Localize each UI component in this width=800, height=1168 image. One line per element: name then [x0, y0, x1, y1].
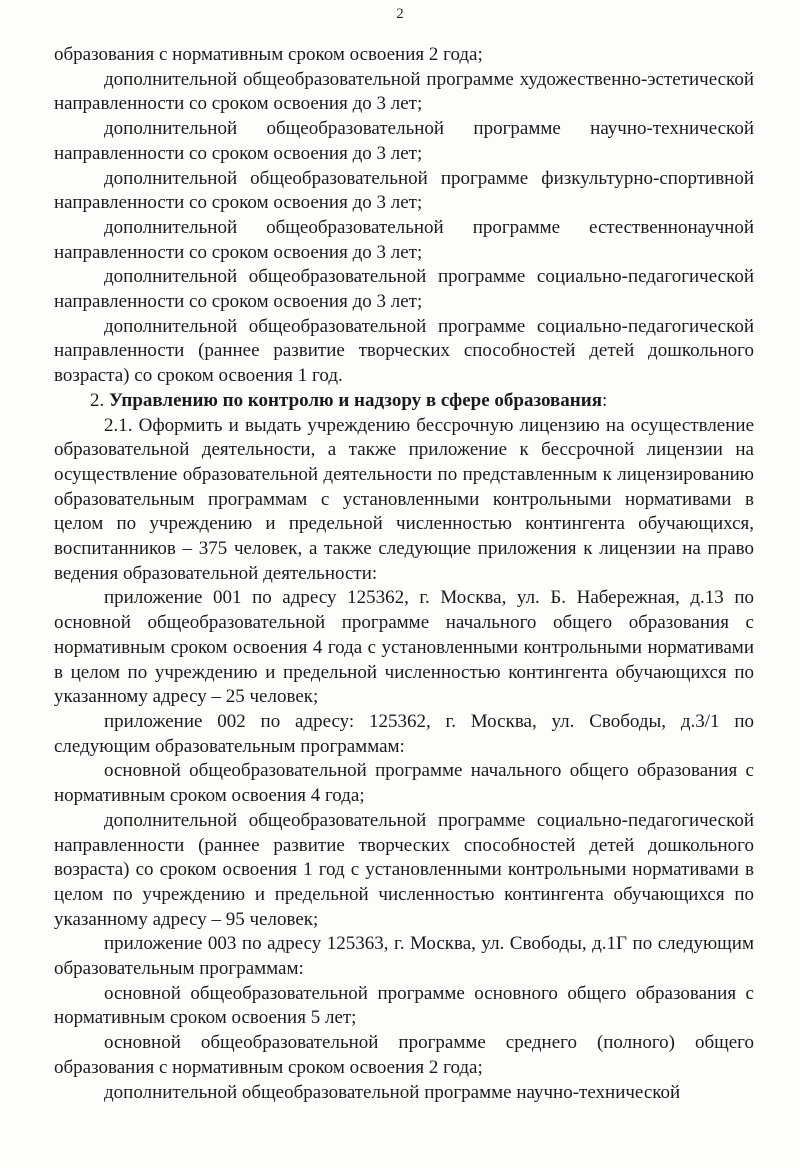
section-title: Управлению по контролю и надзору в сфере образования	[109, 389, 602, 411]
paragraph: приложение 003 по адресу 125363, г. Москва, ул. Свободы, д.1Г по следующим образовательным программам:	[54, 933, 754, 980]
paragraph: основной общеобразовательной программе основного общего образования с нормативным сроком освоения 5 лет;	[54, 982, 754, 1029]
paragraph: приложение 002 по адресу: 125362, г. Москва, ул. Свободы, д.3/1 по следующим образовательным программам:	[54, 710, 754, 757]
paragraph: дополнительной общеобразовательной программе физкультурно-спортивной направленности со сроком освоения до 3 лет;	[54, 167, 754, 214]
paragraph: основной общеобразовательной программе начального общего образования с нормативным сроком освоения 4 года;	[54, 760, 754, 807]
paragraph: дополнительной общеобразовательной программе социально-педагогической направленности (раннее развитие творческих способностей детей дошкольного возраста) со сроком освоения 1 год с установленными контрольными нормативами в целом по учреждению и предельной численностью контингента обучающихся по указанному адресу – 95 человек;	[54, 809, 754, 930]
paragraph: дополнительной общеобразовательной программе художественно-эстетической направленности со сроком освоения до 3 лет;	[54, 68, 754, 115]
paragraph: дополнительной общеобразовательной программе естественнонаучной направленности со сроком освоения до 3 лет;	[54, 216, 754, 263]
page-number: 2	[396, 6, 404, 22]
paragraph: основной общеобразовательной программе среднего (полного) общего образования с нормативным сроком освоения 2 года;	[54, 1032, 754, 1078]
section-number: 2.	[90, 389, 105, 411]
paragraph: дополнительной общеобразовательной программе научно-технической направленности со сроком освоения до 3 лет;	[54, 118, 754, 164]
paragraph: дополнительной общеобразовательной программе социально-педагогической направленности со сроком освоения до 3 лет;	[54, 266, 754, 313]
paragraph: образования с нормативным сроком освоения 2 года;	[54, 44, 483, 65]
paragraph: дополнительной общеобразовательной программе социально-педагогической направленности (раннее развитие творческих способностей детей дошкольного возраста) со сроком освоения 1 год.	[54, 315, 754, 387]
paragraph: 2.1. Оформить и выдать учреждению бессрочную лицензию на осуществление образовательной деятельности, а также приложение к бессрочной лицензии на осуществление образовательной деятельности по представленным к лицензированию образовательным программам с установленными контрольными нормативами в целом по учреждению и предельной численностью контингента обучающихся, воспитанников – 375 человек, а также следующие приложения к лицензии на право ведения образовательной деятельности:	[54, 414, 754, 584]
paragraph: приложение 001 по адресу 125362, г. Москва, ул. Б. Набережная, д.13 по основной общеобразовательной программе начального общего образования с нормативным сроком освоения 4 года с установленными контрольными нормативами в целом по учреждению и предельной численностью контингента обучающихся по указанному адресу – 25 человек;	[54, 587, 754, 708]
paragraph: дополнительной общеобразовательной программе научно-технической	[104, 1081, 681, 1103]
section-colon: :	[601, 389, 608, 411]
document-body	[54, 43, 754, 1105]
section-heading	[54, 389, 754, 414]
